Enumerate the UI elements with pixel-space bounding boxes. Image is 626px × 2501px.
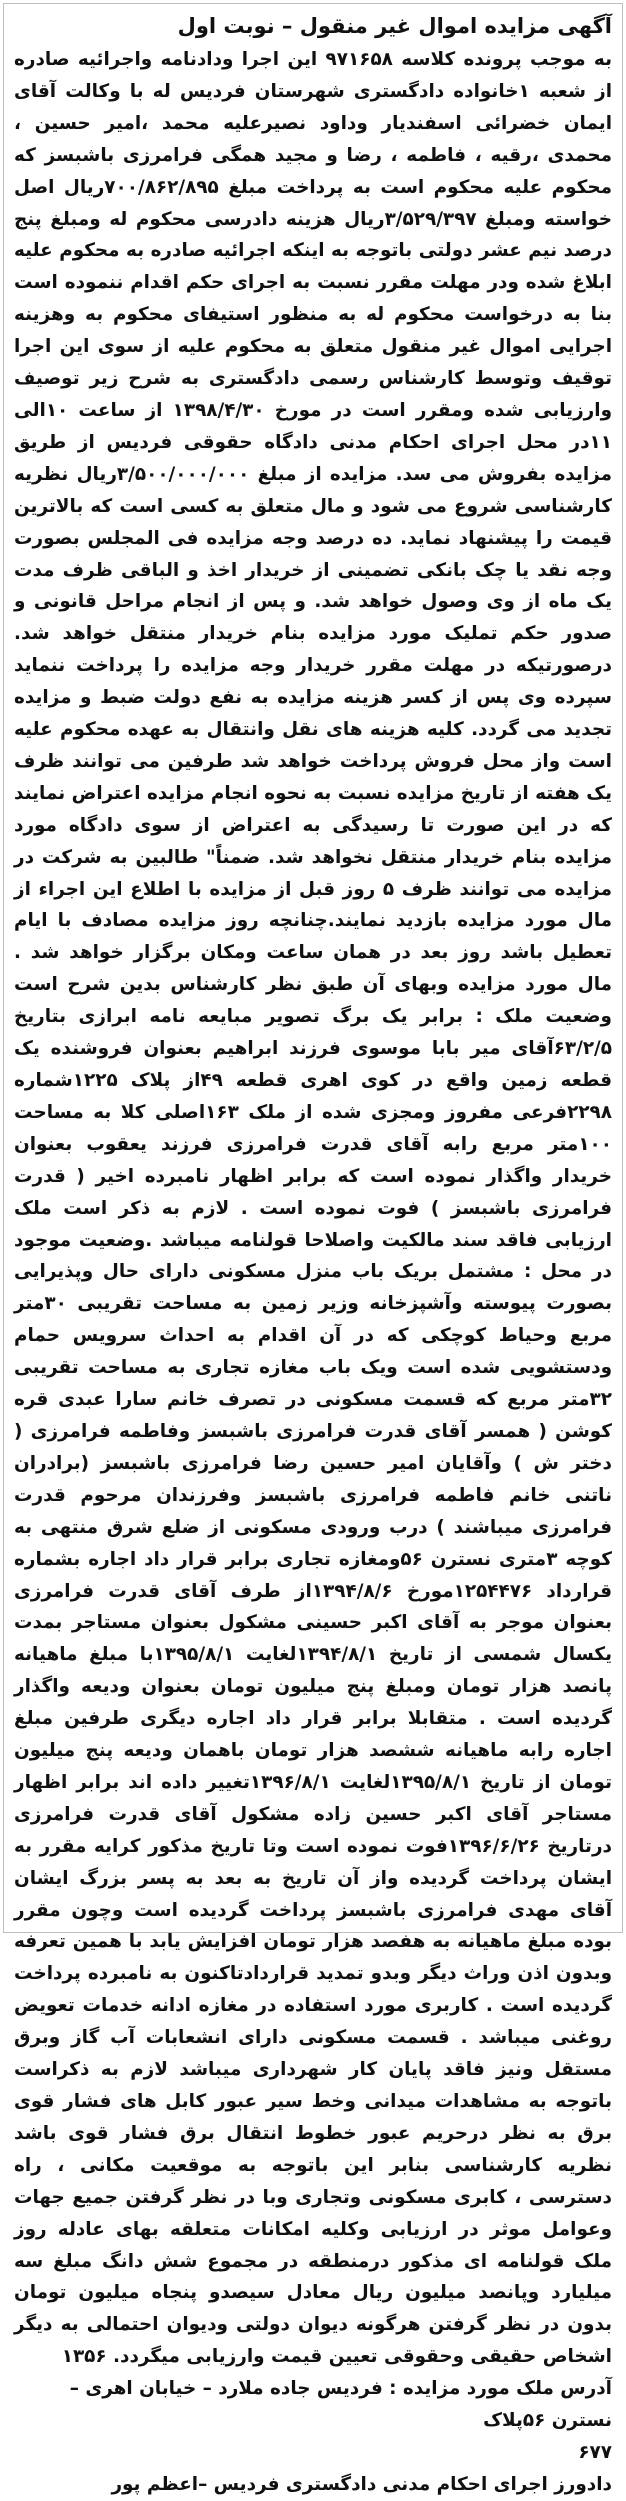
- notice-border: [3, 3, 623, 1933]
- notice-body: به موجب پرونده کلاسه ۹۷۱۶۵۸ این اجرا ودادنامه واجرائیه صادره از شعبه ۱خانواده دادگستری شهرستان فردیس له با وکالت آقای ایمان خضرائی اسفندیار وداود نصیرعلیه محمد ،امیر حسین ، محمدی ،رقیه ، فاطمه ، رضا و مجید همگی فرامرزی باشبسز که محکوم علیه محکوم است به پرداخت مبلغ ۷۰۰/۸۶۲/۸۹۵ریال اصل خواسته ومبلغ ۳/۵۲۹/۳۹۷ریال هزینه دادرسی محکوم له ومبلغ پنج درصد نیم عشر دولتی باتوجه به اینکه اجرائیه صادره به محکوم علیه ابلاغ شده ودر مهلت مقرر نسبت به اجرای حکم اقدام ننموده است بنا به درخواست محکوم له به منظور استیفای محکوم به وهزینه اجرایی اموال غیر منقول متعلق به محکوم علیه از سوی این اجرا توقیف وتوسط کارشناس رسمی دادگستری به شرح زیر توصیف وارزیابی شده ومقرر است در مورخ ۱۳۹۸/۴/۳۰ از ساعت ۱۰الی ۱۱در محل اجرای احکام مدنی دادگاه حقوقی فردیس از طریق مزایده بفروش می سد. مزایده از مبلغ ۳/۵۰۰/۰۰۰/۰۰۰ریال نظریه کارشناسی شروع می شود و مال متعلق به کسی است که بالاترین قیمت را پیشنهاد نماید. ده درصد وجه مزایده فی المجلس بصورت وجه نقد یا چک بانکی تضمینی از خریدار اخذ و الباقی ظرف مدت یک ماه از وی وصول خواهد شد. و پس از انجام مراحل قانونی و صدور حکم تملیک مورد مزایده بنام خریدار منتقل خواهد شد. درصورتیکه در مهلت مقرر خریدار وجه مزایده را پرداخت ننماید سپرده وی پس از کسر هزینه مزایده به نفع دولت ضبط و مزایده تجدید می گردد. کلیه هزینه های نقل وانتقال به عهده محکوم علیه است واز محل فروش پرداخت خواهد شد طرفین می توانند ظرف یک هفته از تاریخ مزایده نسبت به نحوه انجام مزایده اعتراض نمایند که در این صورت تا رسیدگی به اعتراض از سوی دادگاه مورد مزایده بنام خریدار منتقل نخواهد شد. ضمناً" طالبین به شرکت در مزایده می توانند ظرف ۵ روز قبل از مزایده با اطلاع این اجراء از مال مورد مزایده بازدید نمایند.چنانچه روز مزایده مصادف با ایام تعطیل باشد روز بعد در همان ساعت ومکان برگزار خواهد شد . مال مورد مزایده وبهای آن طبق نظر کارشناس بدین شرح است وضعیت ملک : برابر یک برگ تصویر مبایعه نامه ابرازی بتاریخ ۶۳/۲/۵آقای میر بابا موسوی فرزند ابراهیم بعنوان فروشنده یک قطعه زمین واقع در کوی اهری قطعه ۴۹از پلاک ۱۲۲۵شماره ۲۲۹۸فرعی مفروز ومجزی شده از ملک ۱۶۳اصلی کلا به مساحت ۱۰۰متر مربع رابه آقای قدرت فرامرزی فرزند یعقوب بعنوان خریدار واگذار نموده است که برابر اظهار نامبرده اخیر ( قدرت فرامرزی باشبسز ) فوت نموده است . لازم به ذکر است ملک ارزیابی فاقد سند مالکیت واصلاحا قولنامه میباشد .وضعیت موجود در محل : مشتمل بریک باب منزل مسکونی دارای حال وپذیرایی بصورت پیوسته وآشپزخانه وزیر زمین به مساحت تقریبی ۳۰متر مربع وحیاط کوچکی که در آن اقدام به احداث سرویس حمام ودستشویی شده است ویک باب مغازه تجاری به مساحت تقریبی ۳۲متر مربع که قسمت مسکونی در تصرف خانم سارا عبدی قره کوشن ( همسر آقای قدرت فرامرزی باشبسز وفاطمه فرامرزی ( دختر ش ) وآقایان امیر حسین رضا فرامرزی باشبسز (برادران ناتنی خانم فاطمه فرامرزی باشبسز وفرزندان مرحوم قدرت فرامرزی میباشند ) درب ورودی مسکونی از ضلع شرق منتهی به کوچه ۳متری نسترن ۵۶ومغازه تجاری برابر قرار داد اجاره بشماره قرارداد ۱۲۵۴۴۷۶مورخ ۱۳۹۴/۸/۶از طرف آقای قدرت فرامرزی بعنوان موجر به آقای اکبر حسینی مشکول بعنوان مستاجر بمدت یکسال شمسی از تاریخ ۱۳۹۴/۸/۱لغایت ۱۳۹۵/۸/۱با مبلغ ماهیانه پانصد هزار تومان ومبلغ پنج میلیون تومان بعنوان ودیعه واگذار گردیده است . متقابلا برابر قرار داد اجاره دیگری طرفین مبلغ اجاره رابه ماهیانه ششصد هزار تومان باهمان ودیعه پنج میلیون تومان از تاریخ ۱۳۹۵/۸/۱لغایت ۱۳۹۶/۸/۱تغییر داده اند برابر اظهار مستاجر آقای اکبر حسین زاده مشکول آقای قدرت فرامرزی درتاریخ ۱۳۹۶/۶/۲۶فوت نموده است وتا تاریخ مذکور کرایه مقرر به ایشان پرداخت گردیده واز آن تاریخ به بعد به پسر بزرگ ایشان آقای مهدی فرامرزی باشبسز پرداخت گردیده است وچون مقرر بوده مبلغ ماهیانه به هفصد هزار تومان افزایش یابد با همین تعرفه وبدون اذن وراث دیگر وبدو تمدید قراردادتاکنون به نامبرده پرداخت گردیده است . کاربری مورد استفاده در مغازه ادانه خدمات تعویض روغنی میباشد . قسمت مسکونی دارای انشعابات آب گاز وبرق مستقل ونیز فاقد پایان کار شهرداری میباشد لازم به ذکراست باتوجه به مشاهدات میدانی وخط سیر عبور کابل های فشار قوی برق به نظر درحریم عبور خطوط انتقال برق فشار قوی باشد نظریه کارشناسی بنابر این باتوجه به موقعیت مکانی ، راه دسترسی ، کابری مسکونی وتجاری وبا در نظر گرفتن جمیع جهات وعوامل موثر در ارزیابی وکلیه امکانات متعلقه بهای عادله روز ملک قولنامه ای مذکور درمنطقه در مجموع شش دانگ مبلغ سه میلیارد وپانصد میلیون ریال معادل سیصدو پنجاه میلیون تومان بدون در نظر گرفتن هرگونه دیوان دولتی ودیوان احتمالی به دیگر اشخاص حقیقی وحقوقی تعیین قیمت وارزیابی میگردد. ۱۳۵۶: [14, 49, 613, 2368]
- property-address: آدرس ملک مورد مزایده : فردیس جاده ملارد – خیابان اهری – نسترن ۵۶پلاک: [69, 2378, 612, 2432]
- notice-number: ۶۷۷: [578, 2441, 612, 2463]
- notice-title: آگهی مزایده اموال غیر منقول – نوبت اول: [177, 14, 612, 38]
- notice-signature: دادورز اجرای احکام مدنی دادگستری فردیس –اعظم پور: [111, 2473, 612, 2495]
